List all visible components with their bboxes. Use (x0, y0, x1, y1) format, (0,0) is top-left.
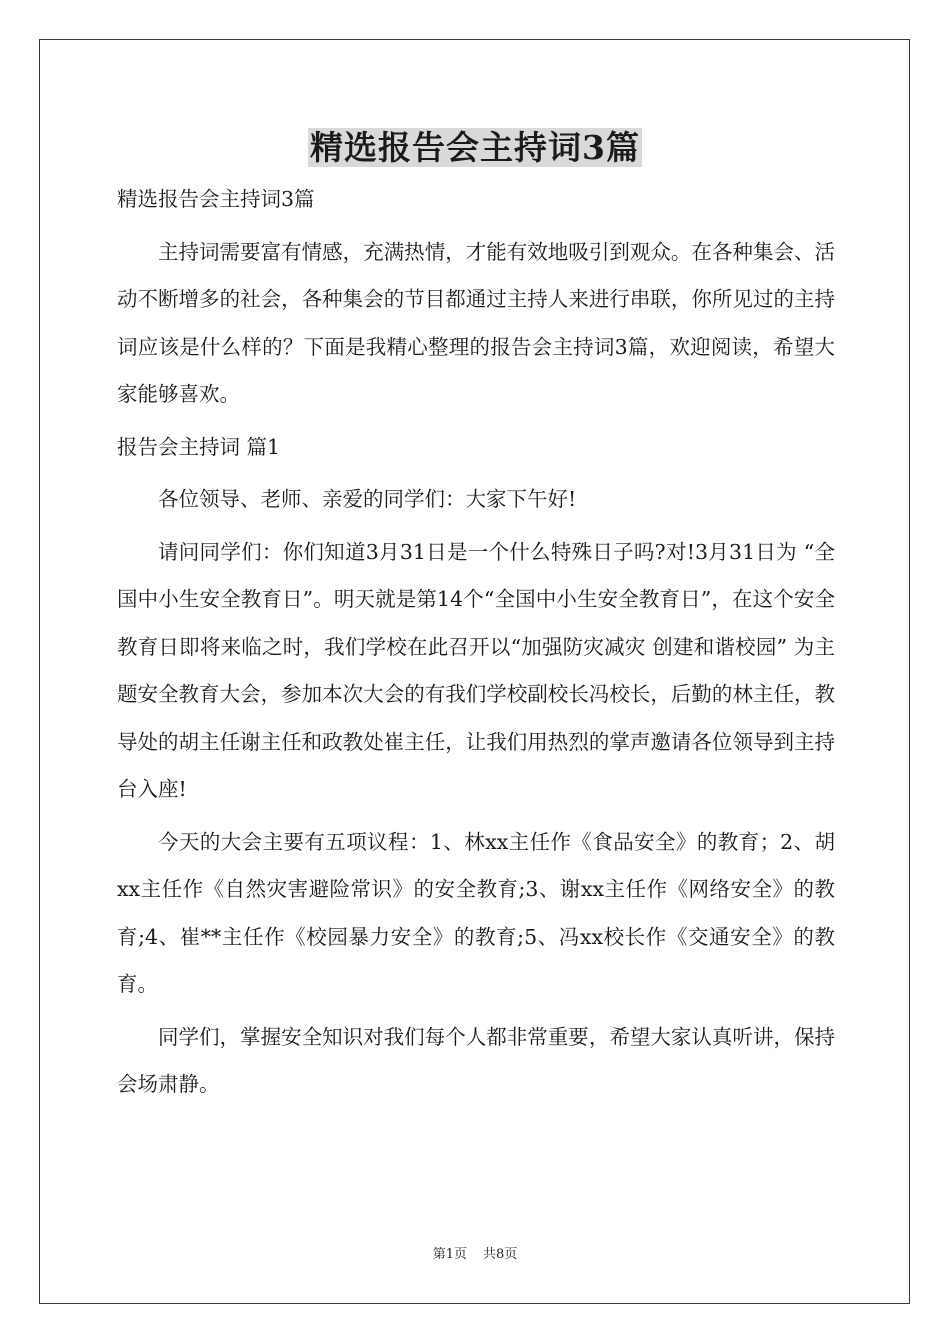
document-body (117, 176, 835, 1109)
document-title (0, 126, 950, 170)
document-title-text: 精选报告会主持词3篇 (310, 128, 640, 167)
page-footer (0, 1246, 950, 1264)
paragraph-opening: 请问同学们：你们知道3月31日是一个什么特殊日子吗?对!3月31日为 “全国中小生安全教育日”。明天就是第14个“全国中小生安全教育日”，在这个安全教育日即将来临之时，我们学校在此召开以“加强防灾减灾 创建和谐校园” 为主题安全教育大会，参加本次大会的有我们学校副校长冯校长，后勤的林主任，教导处的胡主任谢主任和政教处崔主任，让我们用热烈的掌声邀请各位领导到主持台入座! (117, 539, 835, 801)
paragraph-subtitle: 精选报告会主持词3篇 (117, 187, 315, 211)
page-number-current: 第1页 (432, 1247, 467, 1262)
paragraph-intro: 主持词需要富有情感，充满热情，才能有效地吸引到观众。在各种集会、活动不断增多的社会，各种集会的节目都通过主持人来进行串联，你所见过的主持词应该是什么样的？下面是我精心整理的报告会主持词3篇，欢迎阅读，希望大家能够喜欢。 (117, 239, 835, 406)
section-heading: 报告会主持词 篇1 (117, 434, 281, 459)
page-number-total: 共8页 (483, 1247, 518, 1262)
paragraph-agenda: 今天的大会主要有五项议程：1、林xx主任作《食品安全》的教育；2、胡xx主任作《自然灾害避险常识》的安全教育;3、谢xx主任作《网络安全》的教育;4、崔**主任作《校园暴力安全》的教育;5、冯xx校长作《交通安全》的教育。 (117, 829, 835, 996)
paragraph-greeting: 各位领导、老师、亲爱的同学们：大家下午好! (158, 487, 577, 511)
paragraph-closing: 同学们，掌握安全知识对我们每个人都非常重要，希望大家认真听讲，保持会场肃静。 (117, 1024, 835, 1096)
